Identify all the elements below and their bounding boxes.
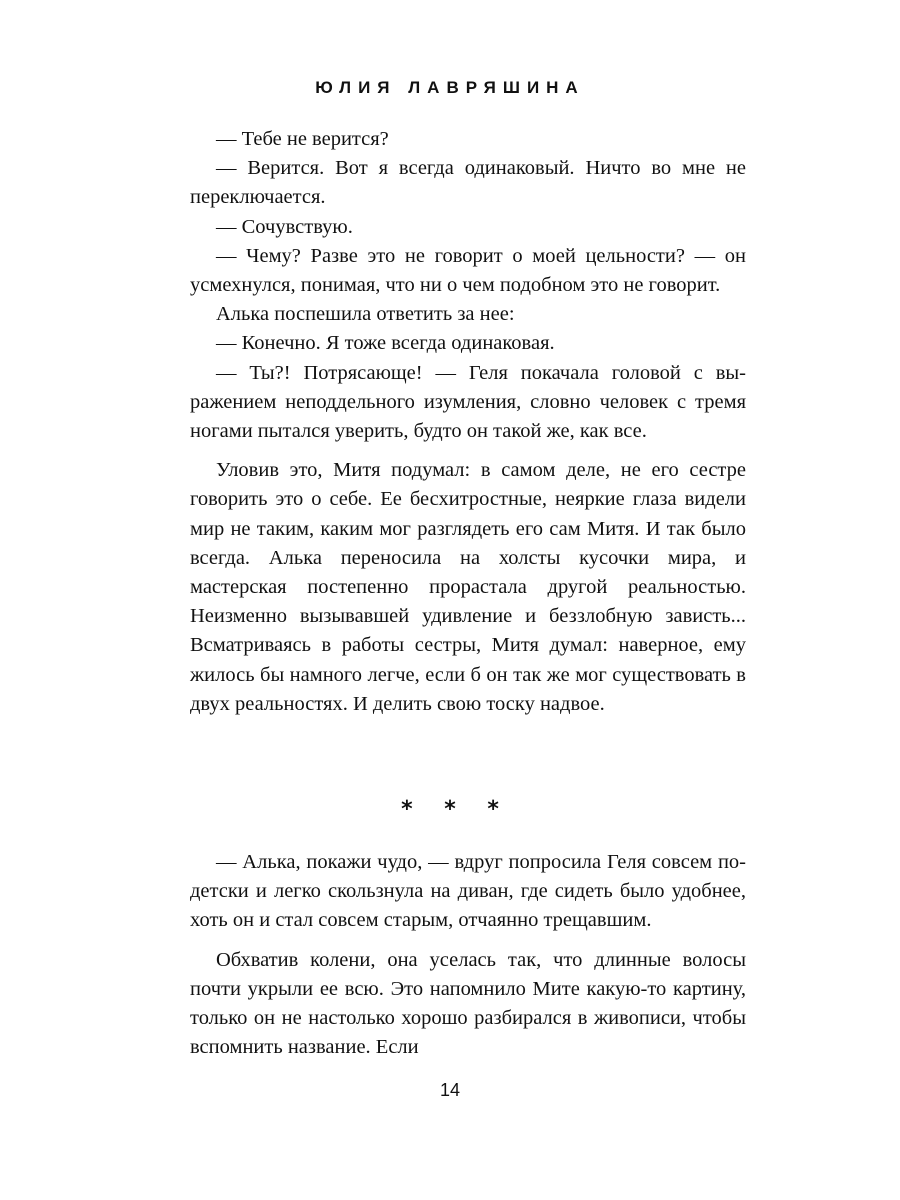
- paragraph: — Чему? Разве это не говорит о моей цельности? — он усмехнулся, понимая, что ни о чем подобном это не говорит.: [190, 244, 746, 297]
- paragraph: — Алька, покажи чудо, — вдруг попросила Геля совсем по-детски и легко скользнула на диван, где сидеть было удобнее, хоть он и стал совсем старым, отчаянно трещавшим.: [190, 851, 746, 932]
- paragraph: — Тебе не верится?: [216, 128, 389, 150]
- paragraph: Алька поспешила ответить за нее:: [216, 303, 515, 326]
- paragraph: — Ты?! Потрясающе! — Геля покачала головой с выражением неподдельного изумления, словно человек с тремя ногами пытался уверить, будто он такой же, как все.: [190, 361, 746, 443]
- text-section-1: [190, 125, 746, 719]
- paragraph: Уловив это, Митя подумал: в самом деле, не его сестре говорить это о себе. Ее бесхитростные, неяркие глаза видели мир не таким, каким мог разглядеть его сам Митя. И так было всегда. Алька переносила на холсты кусочки мира, и мастерская постепенно прорастала другой реальностью. Неизменно вызывавшей удивление и беззлобную зависть... Всматриваясь в работы сестры, Митя думал: наверное, ему жилось бы намного легче, если б он так же мог существовать в двух реальностях. И делить свою тоску надвое.: [190, 459, 746, 715]
- text-section-2: [190, 848, 746, 1062]
- running-header-author: ЮЛИЯ ЛАВРЯШИНА: [315, 78, 585, 97]
- paragraph: Обхватив колени, она уселась так, что длинные волосы почти укрыли ее всю. Это напомнило Мите какую-то картину, только он не настолько хорошо разбирался в живописи, чтобы вспомнить название. Если: [190, 948, 746, 1059]
- paragraph: — Верится. Вот я всегда одинаковый. Ничто во мне не переключается.: [190, 157, 746, 209]
- page-number: 14: [439, 1080, 461, 1100]
- section-separator: * * *: [401, 797, 511, 822]
- paragraph: — Сочувствую.: [216, 215, 353, 238]
- paragraph: — Конечно. Я тоже всегда одинаковая.: [216, 332, 555, 355]
